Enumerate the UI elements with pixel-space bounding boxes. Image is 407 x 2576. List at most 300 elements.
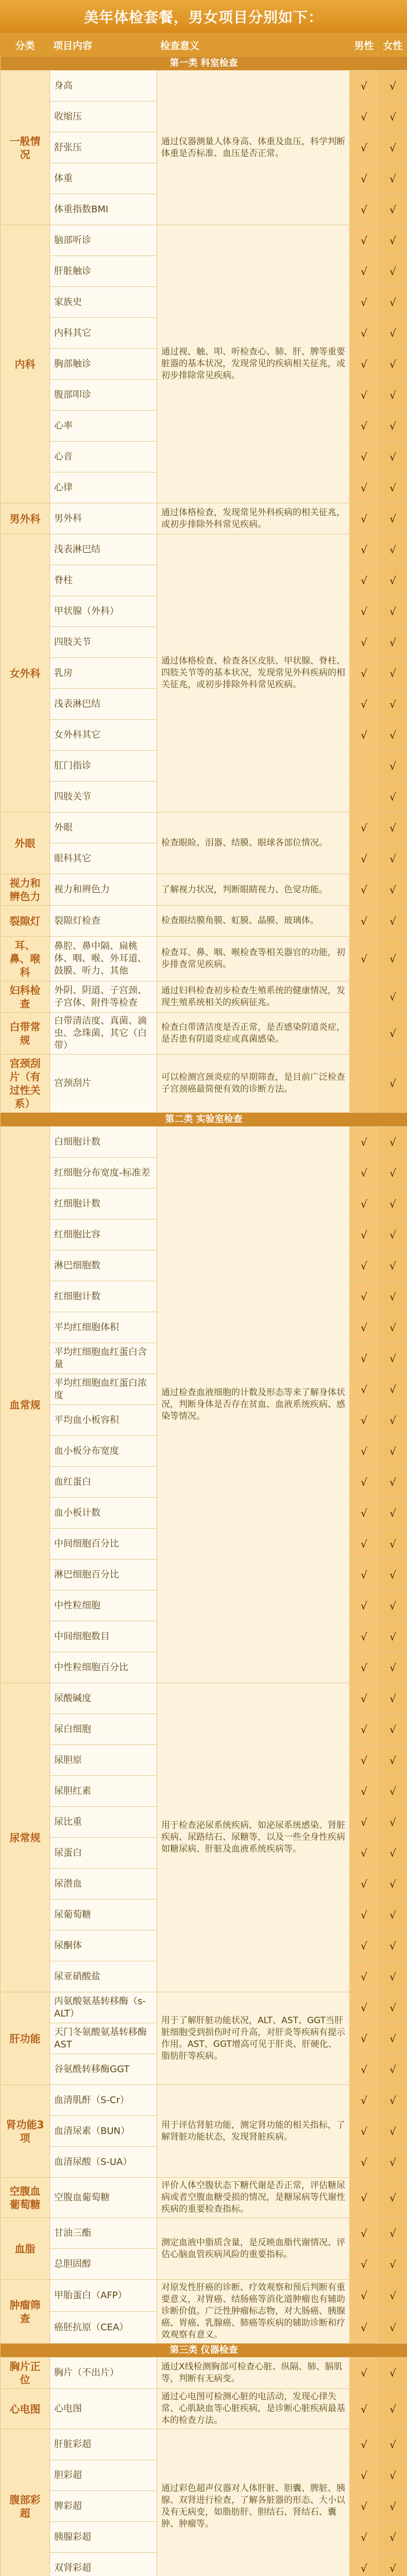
item-cell: 外眼 <box>50 812 157 843</box>
female-check: √ <box>379 1961 407 1992</box>
male-check: √ <box>350 1343 379 1374</box>
section-row <box>1 1113 407 1127</box>
male-check: √ <box>350 874 379 906</box>
male-check: √ <box>350 1745 379 1776</box>
male-check: √ <box>350 1992 379 2023</box>
female-check: √ <box>379 720 407 751</box>
item-cell: 四肢关节 <box>50 627 157 658</box>
female-check: √ <box>379 1055 407 1113</box>
item-cell: 胰腺彩超 <box>50 2522 157 2553</box>
item-cell: 中间细胞百分比 <box>50 1529 157 1560</box>
category-cell: 男外科 <box>1 503 50 534</box>
male-check: √ <box>350 472 379 503</box>
male-check: √ <box>350 194 379 225</box>
item-cell: 胸片（不出片） <box>50 2358 157 2389</box>
female-check: √ <box>379 1930 407 1961</box>
meaning-cell: 用于评估肾脏功能，测定肾功能的相关指标，了解肾脏功能状态，发现肾脏疾病。 <box>157 2085 350 2178</box>
item-cell: 心率 <box>50 411 157 442</box>
item-cell: 白带清洁度、真菌、滴虫、念珠菌、其它（白带） <box>50 1013 157 1055</box>
item-cell: 尿亚硝酸盐 <box>50 1961 157 1992</box>
item-cell: 收缩压 <box>50 101 157 132</box>
male-check: √ <box>350 1436 379 1467</box>
item-cell: 尿潜血 <box>50 1869 157 1900</box>
item-cell: 胆彩超 <box>50 2460 157 2491</box>
meaning-cell: 用于了解肝脏功能状况，ALT、AST、GGT当肝脏细胞受到损伤时可升高，对肝炎等疾病有提示作用。AST、GGT增高可见于肝炎、肝硬化、脂肪肝等疾病。 <box>157 1992 350 2085</box>
male-check <box>350 782 379 812</box>
female-check: √ <box>379 1219 407 1250</box>
table-row <box>1 534 407 565</box>
item-cell: 腹部叩诊 <box>50 380 157 411</box>
male-check: √ <box>350 2147 379 2178</box>
female-check: √ <box>379 442 407 472</box>
male-check: √ <box>350 2312 379 2344</box>
male-check: √ <box>350 2116 379 2147</box>
female-check: √ <box>379 2429 407 2460</box>
category-cell: 一般情况 <box>1 71 50 225</box>
item-cell: 浅表淋巴结 <box>50 534 157 565</box>
meaning-cell: 用于检查泌尿系统疾病、如泌尿系统感染、肾脏疾病、尿路结石、尿糖等，以及一些全身性疾病如糖尿病、肝脏及血液系统疾病等。 <box>157 1683 350 1992</box>
female-check: √ <box>379 1312 407 1343</box>
table-row <box>1 503 407 534</box>
meaning-cell: 通过妇科检查初步检查生殖系统的健康情况，发现生殖系统相关的疾病征兆。 <box>157 981 350 1013</box>
male-check: √ <box>350 1590 379 1621</box>
table-row <box>1 2280 407 2312</box>
table-row <box>1 2178 407 2218</box>
item-cell: 肝脏彩超 <box>50 2429 157 2460</box>
table-row <box>1 2085 407 2116</box>
male-check <box>350 1013 379 1055</box>
male-check: √ <box>350 1158 379 1189</box>
female-check: √ <box>379 163 407 194</box>
male-check: √ <box>350 411 379 442</box>
section-row <box>1 2344 407 2358</box>
table-row <box>1 1683 407 1714</box>
category-cell: 内科 <box>1 225 50 503</box>
male-check: √ <box>350 906 379 937</box>
item-cell: 四肢关节 <box>50 782 157 812</box>
header-category: 分类 <box>1 33 50 57</box>
item-cell: 浅表淋巴结 <box>50 689 157 720</box>
male-check <box>350 751 379 782</box>
table-header-row <box>1 33 407 57</box>
female-check: √ <box>379 1189 407 1219</box>
item-cell: 双肾彩超 <box>50 2553 157 2576</box>
female-check: √ <box>379 2522 407 2553</box>
table-row <box>1 2358 407 2389</box>
table-row <box>1 812 407 843</box>
male-check <box>350 981 379 1013</box>
female-check: √ <box>379 843 407 874</box>
item-cell: 女外科其它 <box>50 720 157 751</box>
item-cell: 尿酮体 <box>50 1930 157 1961</box>
male-check: √ <box>350 132 379 163</box>
male-check: √ <box>350 2491 379 2522</box>
item-cell: 尿酸碱度 <box>50 1683 157 1714</box>
table-row <box>1 981 407 1013</box>
male-check: √ <box>350 2249 379 2280</box>
male-check: √ <box>350 843 379 874</box>
male-check: √ <box>350 163 379 194</box>
female-check: √ <box>379 411 407 442</box>
male-check: √ <box>350 2389 379 2429</box>
male-check: √ <box>350 1838 379 1869</box>
category-cell: 白带常规 <box>1 1013 50 1055</box>
item-cell: 红细胞计数 <box>50 1281 157 1312</box>
table-row <box>1 225 407 256</box>
female-check: √ <box>379 874 407 906</box>
category-cell: 肿瘤筛查 <box>1 2280 50 2344</box>
female-check: √ <box>379 1158 407 1189</box>
male-check: √ <box>350 1529 379 1560</box>
female-check: √ <box>379 287 407 318</box>
item-cell: 中间细胞数目 <box>50 1621 157 1652</box>
female-check: √ <box>379 1683 407 1714</box>
category-cell: 视力和辨色力 <box>1 874 50 906</box>
male-check: √ <box>350 2218 379 2249</box>
item-cell: 天门冬氨酸氨基转移酶AST <box>50 2023 157 2054</box>
item-cell: 宫颈刮片 <box>50 1055 157 1113</box>
item-cell: 血小板计数 <box>50 1498 157 1529</box>
meaning-cell: 了解视力状况，判断眼睛视力、色觉功能。 <box>157 874 350 906</box>
item-cell: 谷氨酰转移酶GGT <box>50 2054 157 2085</box>
table-row <box>1 2389 407 2429</box>
item-cell: 心电图 <box>50 2389 157 2429</box>
male-check: √ <box>350 442 379 472</box>
section-row <box>1 57 407 71</box>
male-check: √ <box>350 1961 379 1992</box>
item-cell: 肛门指诊 <box>50 751 157 782</box>
female-check: √ <box>379 1838 407 1869</box>
male-check: √ <box>350 1281 379 1312</box>
male-check: √ <box>350 1127 379 1158</box>
item-cell: 平均红细胞血红蛋白浓度 <box>50 1374 157 1405</box>
female-check: √ <box>379 2147 407 2178</box>
item-cell: 尿胆红素 <box>50 1776 157 1807</box>
female-check: √ <box>379 1652 407 1683</box>
item-cell: 甘油三酯 <box>50 2218 157 2249</box>
item-cell: 视力和辨色力 <box>50 874 157 906</box>
category-cell: 心电图 <box>1 2389 50 2429</box>
table-row <box>1 906 407 937</box>
male-check: √ <box>350 534 379 565</box>
male-check: √ <box>350 1250 379 1281</box>
male-check: √ <box>350 1219 379 1250</box>
male-check <box>350 1055 379 1113</box>
item-cell: 体重指数BMI <box>50 194 157 225</box>
item-cell: 鼻腔、鼻中隔、扁桃体、咽、喉、外耳道、鼓膜、听力、其他 <box>50 937 157 981</box>
male-check: √ <box>350 1498 379 1529</box>
item-cell: 淋巴细胞百分比 <box>50 1560 157 1590</box>
item-cell: 家族史 <box>50 287 157 318</box>
female-check: √ <box>379 2085 407 2116</box>
female-check: √ <box>379 2280 407 2312</box>
male-check: √ <box>350 812 379 843</box>
header-female: 女性 <box>379 33 407 57</box>
male-check: √ <box>350 1900 379 1930</box>
category-cell: 尿常规 <box>1 1683 50 1992</box>
table-row <box>1 1992 407 2023</box>
female-check: √ <box>379 1467 407 1498</box>
category-cell: 外眼 <box>1 812 50 874</box>
meaning-cell: 对原发性肝癌的诊断、疗效观察和预后判断有重要意义，对胃癌、结肠癌等消化道肿瘤也有辅助诊断价值。广泛性肿瘤标志物，对大肠癌、胰腺癌、胃癌、乳腺癌、肺癌等疾病的辅助诊断和疗效观察有意义。 <box>157 2280 350 2344</box>
item-cell: 平均血小板容积 <box>50 1405 157 1436</box>
category-cell: 空腹血葡萄糖 <box>1 2178 50 2218</box>
female-check: √ <box>379 1436 407 1467</box>
table-row <box>1 1013 407 1055</box>
item-cell: 脑部听诊 <box>50 225 157 256</box>
female-check: √ <box>379 318 407 349</box>
item-cell: 平均红细胞体积 <box>50 1312 157 1343</box>
item-cell: 男外科 <box>50 503 157 534</box>
meaning-cell: 检查白带清洁度是否正常，是否感染阴道炎症，是否患有阴道炎症或真菌感染。 <box>157 1013 350 1055</box>
item-cell: 红细胞分布宽度-标准差 <box>50 1158 157 1189</box>
male-check: √ <box>350 627 379 658</box>
female-check: √ <box>379 751 407 782</box>
female-check: √ <box>379 2553 407 2576</box>
table-row <box>1 2218 407 2249</box>
item-cell: 心音 <box>50 442 157 472</box>
female-check: √ <box>379 1560 407 1590</box>
female-check: √ <box>379 2116 407 2147</box>
item-cell: 癌胚抗原（CEA） <box>50 2312 157 2344</box>
table-row <box>1 71 407 101</box>
male-check: √ <box>350 565 379 596</box>
section-title: 第三类 仪器检查 <box>1 2344 407 2358</box>
category-cell: 肝功能 <box>1 1992 50 2085</box>
male-check: √ <box>350 318 379 349</box>
meaning-cell: 检查耳、鼻、咽、喉检查等相关器官的功能，初步排查常见疾病。 <box>157 937 350 981</box>
female-check: √ <box>379 225 407 256</box>
female-check: √ <box>379 2218 407 2249</box>
male-check: √ <box>350 596 379 627</box>
table-body <box>1 57 407 2576</box>
male-check: √ <box>350 689 379 720</box>
female-check: √ <box>379 937 407 981</box>
male-check: √ <box>350 1312 379 1343</box>
female-check: √ <box>379 1250 407 1281</box>
item-cell: 白细胞计数 <box>50 1127 157 1158</box>
male-check: √ <box>350 2280 379 2312</box>
category-cell: 腹部彩超 <box>1 2429 50 2576</box>
item-cell: 外阴、阴道、子宫颈、子宫体、附件等检查 <box>50 981 157 1013</box>
section-title: 第二类 实验室检查 <box>1 1113 407 1127</box>
female-check: √ <box>379 812 407 843</box>
female-check: √ <box>379 1992 407 2023</box>
category-cell: 胸片正位 <box>1 2358 50 2389</box>
male-check: √ <box>350 937 379 981</box>
item-cell: 尿白细胞 <box>50 1714 157 1745</box>
table-row <box>1 937 407 981</box>
female-check: √ <box>379 2312 407 2344</box>
female-check: √ <box>379 1776 407 1807</box>
female-check: √ <box>379 1714 407 1745</box>
table-row <box>1 1055 407 1113</box>
male-check: √ <box>350 1714 379 1745</box>
meaning-cell: 通过仪器测量人体身高、体重及血压，科学判断体重是否标准、血压是否正常。 <box>157 71 350 225</box>
female-check: √ <box>379 1745 407 1776</box>
item-cell: 丙氨酸氨基转移酶（s-ALT） <box>50 1992 157 2023</box>
male-check: √ <box>350 720 379 751</box>
meaning-cell: 测定血液中脂质含量，是反映血脂代谢情况、评估心脑血管疾病风险的重要指标。 <box>157 2218 350 2280</box>
female-check: √ <box>379 2178 407 2218</box>
male-check: √ <box>350 1467 379 1498</box>
item-cell: 甲状腺（外科） <box>50 596 157 627</box>
page-title: 美年体检套餐，男女项目分别如下： <box>0 0 407 33</box>
meaning-cell: 通过彩色超声仪器对人体肝脏、胆囊、脾脏、胰腺、双肾进行检查，了解各脏器的形态、大小以及有无病变，如脂肪肝、胆结石、肾结石、囊肿、肿瘤等。 <box>157 2429 350 2576</box>
female-check: √ <box>379 349 407 380</box>
male-check: √ <box>350 2023 379 2054</box>
male-check: √ <box>350 1683 379 1714</box>
item-cell: 肝脏触诊 <box>50 256 157 287</box>
female-check: √ <box>379 1281 407 1312</box>
category-cell: 宫颈刮片（有过性关系） <box>1 1055 50 1113</box>
female-check: √ <box>379 472 407 503</box>
item-cell: 血清尿素（BUN） <box>50 2116 157 2147</box>
female-check: √ <box>379 194 407 225</box>
female-check: √ <box>379 1127 407 1158</box>
header-male: 男性 <box>350 33 379 57</box>
male-check: √ <box>350 2358 379 2389</box>
category-cell: 血脂 <box>1 2218 50 2280</box>
item-cell: 裂隙灯检查 <box>50 906 157 937</box>
item-cell: 眼科其它 <box>50 843 157 874</box>
meaning-cell: 通过视、触、叩、听检查心、肺、肝、脾等重要脏器的基本状况，发现常见的疾病相关征兆，或初步排除常见疾病。 <box>157 225 350 503</box>
male-check: √ <box>350 1652 379 1683</box>
female-check: √ <box>379 1405 407 1436</box>
male-check: √ <box>350 2522 379 2553</box>
meaning-cell: 通过体格检查、检查各区皮肤、甲状腺、脊柱、四肢关节等的基本状况，发现常见外科疾病的相关征兆，或初步排除外科常见疾病。 <box>157 534 350 812</box>
item-cell: 淋巴细胞数 <box>50 1250 157 1281</box>
meaning-cell: 检查眼睑、泪器、结膜、眼球各部位情况。 <box>157 812 350 874</box>
female-check: √ <box>379 1900 407 1930</box>
male-check: √ <box>350 1374 379 1405</box>
male-check: √ <box>350 2054 379 2085</box>
table-row <box>1 1127 407 1158</box>
female-check: √ <box>379 1343 407 1374</box>
female-check: √ <box>379 906 407 937</box>
meaning-cell: 通过检查血液细胞的计数及形态等来了解身体状况，判断身体是否存在贫血、血液系统疾病、感染等情况。 <box>157 1127 350 1683</box>
category-cell: 耳、鼻、喉科 <box>1 937 50 981</box>
female-check: √ <box>379 2023 407 2054</box>
item-cell: 血清尿酸（S-UA） <box>50 2147 157 2178</box>
item-cell: 胸部触诊 <box>50 349 157 380</box>
item-cell: 红细胞比容 <box>50 1219 157 1250</box>
male-check: √ <box>350 658 379 689</box>
female-check: √ <box>379 1807 407 1838</box>
header-meaning: 检查意义 <box>157 33 350 57</box>
item-cell: 血小板分布宽度 <box>50 1436 157 1467</box>
male-check: √ <box>350 287 379 318</box>
female-check: √ <box>379 71 407 101</box>
item-cell: 身高 <box>50 71 157 101</box>
category-cell: 肾功能3项 <box>1 2085 50 2178</box>
female-check: √ <box>379 1590 407 1621</box>
item-cell: 脾彩超 <box>50 2491 157 2522</box>
item-cell: 甲胎蛋白（AFP） <box>50 2280 157 2312</box>
female-check: √ <box>379 565 407 596</box>
female-check: √ <box>379 2491 407 2522</box>
female-check: √ <box>379 1529 407 1560</box>
meaning-cell: 通过体格检查，发现常见外科疾病的相关征兆，或初步排除外科常见疾病。 <box>157 503 350 534</box>
item-cell: 平均红细胞血红蛋白含量 <box>50 1343 157 1374</box>
female-check: √ <box>379 689 407 720</box>
item-cell: 空腹血葡萄糖 <box>50 2178 157 2218</box>
female-check: √ <box>379 2389 407 2429</box>
female-check: √ <box>379 1621 407 1652</box>
male-check: √ <box>350 225 379 256</box>
category-cell: 血常规 <box>1 1127 50 1683</box>
female-check: √ <box>379 1869 407 1900</box>
female-check: √ <box>379 1374 407 1405</box>
item-cell: 中性粒细胞百分比 <box>50 1652 157 1683</box>
female-check: √ <box>379 132 407 163</box>
male-check: √ <box>350 2178 379 2218</box>
male-check: √ <box>350 1807 379 1838</box>
male-check: √ <box>350 1776 379 1807</box>
female-check: √ <box>379 256 407 287</box>
male-check: √ <box>350 2085 379 2116</box>
item-cell: 内科其它 <box>50 318 157 349</box>
female-check: √ <box>379 2054 407 2085</box>
table-row <box>1 2429 407 2460</box>
male-check: √ <box>350 2460 379 2491</box>
male-check: √ <box>350 1560 379 1590</box>
female-check: √ <box>379 981 407 1013</box>
item-cell: 血清肌酐（S-Cr） <box>50 2085 157 2116</box>
male-check: √ <box>350 101 379 132</box>
male-check: √ <box>350 1405 379 1436</box>
female-check: √ <box>379 1498 407 1529</box>
male-check: √ <box>350 2553 379 2576</box>
male-check: √ <box>350 349 379 380</box>
female-check: √ <box>379 1013 407 1055</box>
item-cell: 红细胞计数 <box>50 1189 157 1219</box>
item-cell: 体重 <box>50 163 157 194</box>
item-cell: 心律 <box>50 472 157 503</box>
meaning-cell: 通过X线检测胸部可检查心脏、纵隔、肺、膈肌等，判断有无病变。 <box>157 2358 350 2389</box>
category-cell: 女外科 <box>1 534 50 812</box>
item-cell: 尿蛋白 <box>50 1838 157 1869</box>
male-check: √ <box>350 503 379 534</box>
female-check: √ <box>379 503 407 534</box>
item-cell: 舒张压 <box>50 132 157 163</box>
female-check: √ <box>379 782 407 812</box>
female-check: √ <box>379 2358 407 2389</box>
item-cell: 总胆固醇 <box>50 2249 157 2280</box>
male-check: √ <box>350 1621 379 1652</box>
female-check: √ <box>379 596 407 627</box>
male-check: √ <box>350 380 379 411</box>
header-item: 项目内容 <box>50 33 157 57</box>
female-check: √ <box>379 2249 407 2280</box>
male-check: √ <box>350 256 379 287</box>
item-cell: 乳房 <box>50 658 157 689</box>
category-cell: 妇科检查 <box>1 981 50 1013</box>
male-check: √ <box>350 71 379 101</box>
meaning-cell: 检查眼结膜角膜、虹膜、晶膜、玻璃体。 <box>157 906 350 937</box>
meaning-cell: 可以检测宫颈炎症的早期筛查，是目前广泛检查子宫颈癌最简便有效的诊断方法。 <box>157 1055 350 1113</box>
item-cell: 尿比重 <box>50 1807 157 1838</box>
item-cell: 中性粒细胞 <box>50 1590 157 1621</box>
female-check: √ <box>379 380 407 411</box>
item-cell: 尿胆原 <box>50 1745 157 1776</box>
male-check: √ <box>350 2429 379 2460</box>
section-title: 第一类 科室检查 <box>1 57 407 71</box>
male-check: √ <box>350 1869 379 1900</box>
female-check: √ <box>379 2460 407 2491</box>
meaning-cell: 通过心电图可检测心脏的电活动，发现心律失常、心肌缺血等心脏疾病，是诊断心脏疾病最基本的检查方法。 <box>157 2389 350 2429</box>
female-check: √ <box>379 627 407 658</box>
